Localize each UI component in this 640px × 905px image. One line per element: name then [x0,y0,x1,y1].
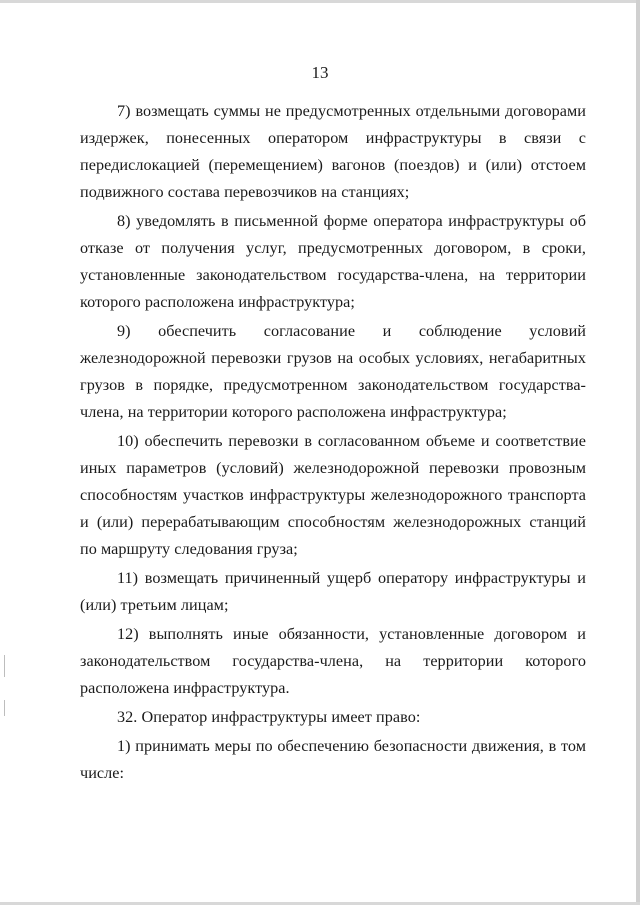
scan-edge-right [636,0,640,905]
paragraph-item-9: 9) обеспечить согласование и соблюдение условий железнодорожной перевозки грузов на особых условиях, негабаритных грузов в порядке, предусмотренном законодательством государства-члена, на территории которого расположена инфраструктура; [80,322,586,421]
paragraph-item-7: 7) возмещать суммы не предусмотренных отдельными договорами издержек, понесенных оператором инфраструктуры в связи с передислокацией (перемещением) вагонов (поездов) и (или) отстоем подвижного состава перевозчиков на станциях; [80,102,586,201]
paragraph-item-8: 8) уведомлять в письменной форме оператора инфраструктуры об отказе от получения услуг, предусмотренных договором, в сроки, установленные законодательством государства-члена, на территории которого расположена инфраструктура; [80,212,586,311]
page-number: 13 [311,63,329,82]
paragraph-item-12: 12) выполнять иные обязанности, установленные договором и законодательством государства-члена, на территории которого расположена инфраструктура. [80,625,586,697]
paragraph-subitem-1: 1) принимать меры по обеспечению безопасности движения, в том числе: [80,737,586,782]
paragraph-item-10: 10) обеспечить перевозки в согласованном объеме и соответствие иных параметров (условий) железнодорожной перевозки провозным способностям участков инфраструктуры железнодорожного транспорта и (или) перерабатывающим способностям железнодорожных станций по маршруту следования груза; [80,432,586,558]
paragraph-item-11: 11) возмещать причиненный ущерб оператору инфраструктуры и (или) третьим лицам; [80,569,586,614]
scan-speck [4,655,5,677]
document-body [80,98,586,787]
scan-edge-top [0,0,640,3]
scan-speck [4,700,5,716]
section-32-heading: 32. Оператор инфраструктуры имеет право: [117,708,421,726]
